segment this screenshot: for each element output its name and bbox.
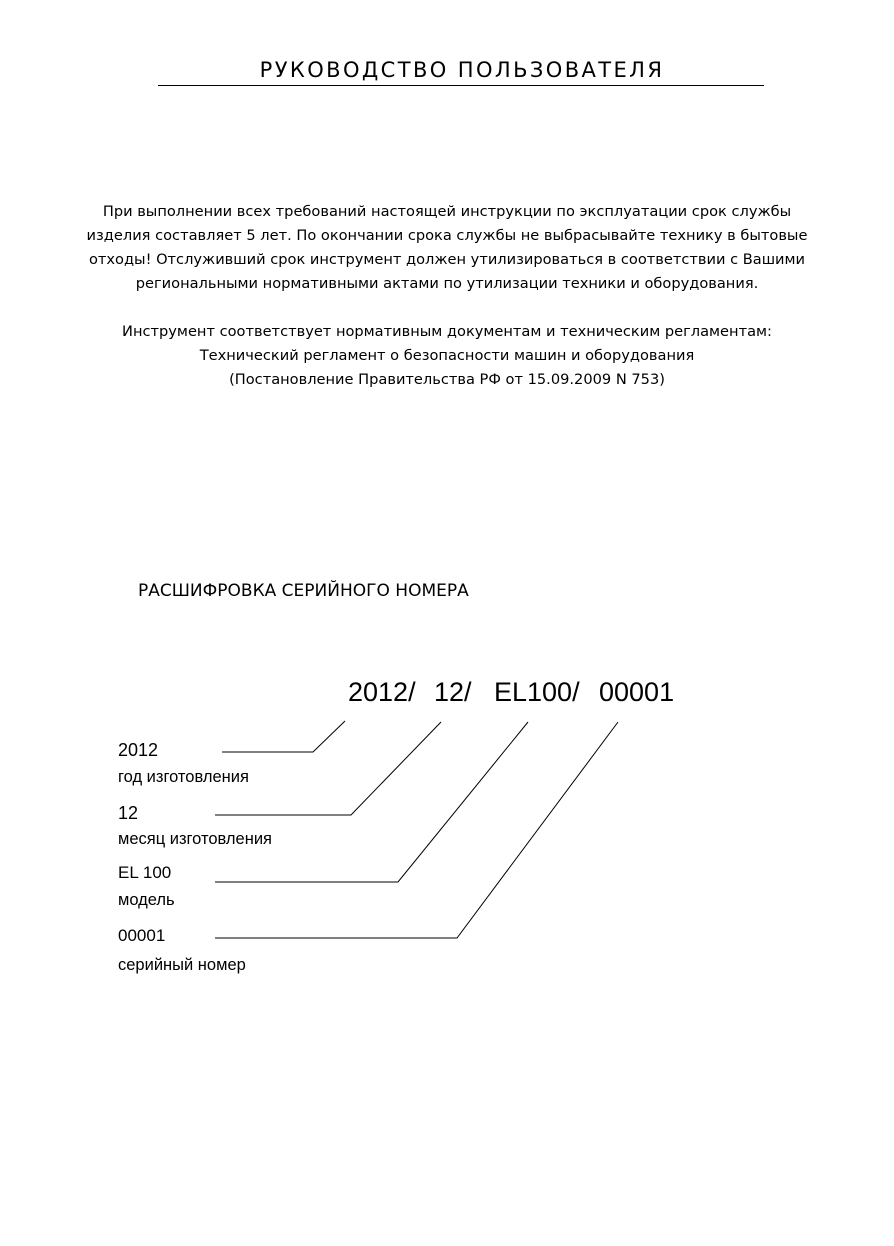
compliance-line: (Постановление Правительства РФ от 15.09.2009 N 753) [229,371,665,388]
serial-part-year: 2012/ [348,677,416,707]
header-title: РУКОВОДСТВО ПОЛЬЗОВАТЕЛЯ [259,58,665,82]
notice-line: отходы! Отслуживший срок инструмент должен утилизироваться в соответствии с Вашими [88,251,806,268]
serial-part-model: EL100/ [494,677,580,707]
leader-line-model [215,722,528,882]
paragraph-gap [60,296,834,320]
label-month-value: 12 [118,803,139,823]
leader-line-serial [215,722,618,938]
serial-part-number: 00001 [599,677,675,707]
label-year-desc: год изготовления [118,768,249,786]
notice-line: региональными нормативными актами по утилизации техники и оборудования. [135,275,759,292]
label-model-desc: модель [118,891,175,909]
serial-part-month: 12/ [434,677,472,707]
serial-section-title: РАСШИФРОВКА СЕРИЙНОГО НОМЕРА [138,581,469,601]
leader-line-year [222,721,345,752]
leader-line-month [215,722,441,815]
compliance-line: Технический регламент о безопасности машин и оборудования [199,347,695,364]
notice-line: При выполнении всех требований настоящей инструкции по эксплуатации срок службы [102,203,792,220]
header-rule [158,85,764,86]
label-serial-value: 00001 [118,926,166,945]
label-serial-desc: серийный номер [118,956,246,974]
notice-line: изделия составляет 5 лет. По окончании срока службы не выбрасывайте технику в бытовые [86,227,808,244]
notice-block [60,200,834,392]
compliance-line: Инструмент соответствует нормативным документам и техническим регламентам: [122,323,772,340]
label-year-value: 2012 [118,740,159,760]
label-month-desc: месяц изготовления [118,830,272,848]
label-model-value: EL 100 [118,863,172,882]
